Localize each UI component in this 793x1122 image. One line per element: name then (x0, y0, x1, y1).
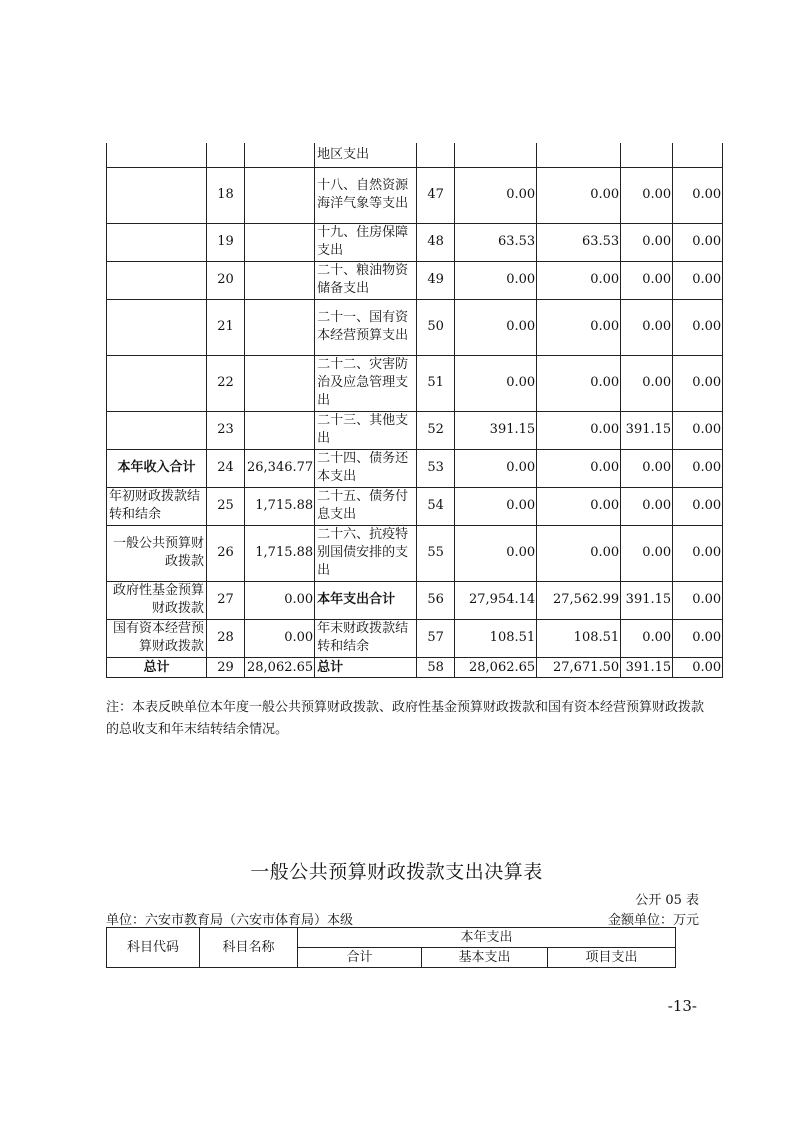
item-line-no-cell: 50 (417, 299, 455, 355)
left-label-cell: 总计 (107, 657, 207, 677)
gov-fund-cell (621, 143, 673, 167)
general-budget-cell: 0.00 (537, 449, 621, 487)
expense-item-cell: 总计 (315, 657, 417, 677)
state-capital-cell: 0.00 (673, 449, 723, 487)
general-budget-cell: 0.00 (537, 261, 621, 299)
general-budget-cell: 0.00 (537, 299, 621, 355)
general-budget-cell (537, 143, 621, 167)
left-line-no-cell: 22 (207, 355, 245, 411)
total-cell: 0.00 (455, 487, 537, 525)
expense-item-cell: 二十六、抗疫特别国债安排的支出 (315, 525, 417, 581)
general-budget-cell: 0.00 (537, 355, 621, 411)
header-subject-code: 科目代码 (107, 928, 200, 968)
left-label-cell: 一般公共预算财政拨款 (107, 525, 207, 581)
left-amount-cell (245, 411, 315, 449)
state-capital-cell: 0.00 (673, 167, 723, 223)
table-row (107, 487, 723, 525)
total-cell: 0.00 (455, 449, 537, 487)
gov-fund-cell: 0.00 (621, 299, 673, 355)
gov-fund-cell: 391.15 (621, 581, 673, 619)
gov-fund-cell: 0.00 (621, 167, 673, 223)
state-capital-cell (673, 143, 723, 167)
state-capital-cell: 0.00 (673, 261, 723, 299)
left-label-cell: 年初财政拨款结转和结余 (107, 487, 207, 525)
expense-item-cell: 二十五、债务付息支出 (315, 487, 417, 525)
item-line-no-cell: 55 (417, 525, 455, 581)
left-label-cell: 本年收入合计 (107, 449, 207, 487)
page-title: 一般公共预算财政拨款支出决算表 (250, 861, 543, 883)
gov-fund-cell: 0.00 (621, 487, 673, 525)
left-line-no-cell: 19 (207, 223, 245, 261)
state-capital-cell: 0.00 (673, 355, 723, 411)
table-row (107, 411, 723, 449)
reporting-unit: 单位：六安市教育局（六安市体育局）本级 (106, 913, 354, 928)
item-line-no-cell: 53 (417, 449, 455, 487)
total-cell: 391.15 (455, 411, 537, 449)
expense-item-cell: 二十二、灾害防治及应急管理支出 (315, 355, 417, 411)
total-cell: 28,062.65 (455, 657, 537, 677)
table-row (107, 261, 723, 299)
expense-item-cell: 二十三、其他支出 (315, 411, 417, 449)
table-row (107, 449, 723, 487)
left-line-no-cell: 25 (207, 487, 245, 525)
total-cell: 0.00 (455, 261, 537, 299)
general-budget-cell: 0.00 (537, 167, 621, 223)
left-label-cell (107, 223, 207, 261)
item-line-no-cell: 48 (417, 223, 455, 261)
general-budget-cell: 0.00 (537, 487, 621, 525)
expense-item-cell: 十八、自然资源海洋气象等支出 (315, 167, 417, 223)
expenditure-table-header (106, 927, 676, 968)
header-total: 合计 (298, 948, 422, 968)
state-capital-cell: 0.00 (673, 223, 723, 261)
left-amount-cell: 26,346.77 (245, 449, 315, 487)
left-amount-cell (245, 355, 315, 411)
total-cell: 108.51 (455, 619, 537, 657)
expense-item-cell: 本年支出合计 (315, 581, 417, 619)
left-label-cell (107, 143, 207, 167)
total-cell: 27,954.14 (455, 581, 537, 619)
item-line-no-cell: 56 (417, 581, 455, 619)
expense-item-cell: 十九、住房保障支出 (315, 223, 417, 261)
total-cell (455, 143, 537, 167)
expense-item-cell: 二十一、国有资本经营预算支出 (315, 299, 417, 355)
total-cell: 0.00 (455, 355, 537, 411)
state-capital-cell: 0.00 (673, 299, 723, 355)
item-line-no-cell: 49 (417, 261, 455, 299)
state-capital-cell: 0.00 (673, 487, 723, 525)
item-line-no-cell (417, 143, 455, 167)
general-budget-cell: 108.51 (537, 619, 621, 657)
state-capital-cell: 0.00 (673, 411, 723, 449)
left-line-no-cell: 23 (207, 411, 245, 449)
gov-fund-cell: 0.00 (621, 355, 673, 411)
left-amount-cell (245, 223, 315, 261)
left-label-cell (107, 355, 207, 411)
table-row (107, 223, 723, 261)
left-amount-cell (245, 167, 315, 223)
left-label-cell: 国有资本经营预算财政拨款 (107, 619, 207, 657)
table-row (107, 525, 723, 581)
gov-fund-cell: 0.00 (621, 449, 673, 487)
left-line-no-cell: 28 (207, 619, 245, 657)
header-project: 项目支出 (548, 948, 676, 968)
table-row (107, 355, 723, 411)
gov-fund-cell: 0.00 (621, 223, 673, 261)
state-capital-cell: 0.00 (673, 657, 723, 677)
expense-item-cell: 二十、粮油物资储备支出 (315, 261, 417, 299)
table-row (107, 657, 723, 677)
left-label-cell (107, 411, 207, 449)
header-basic: 基本支出 (422, 948, 548, 968)
table-row (107, 167, 723, 223)
left-label-cell (107, 299, 207, 355)
state-capital-cell: 0.00 (673, 525, 723, 581)
item-line-no-cell: 52 (417, 411, 455, 449)
left-line-no-cell: 27 (207, 581, 245, 619)
gov-fund-cell: 0.00 (621, 525, 673, 581)
left-line-no-cell: 18 (207, 167, 245, 223)
general-budget-cell: 0.00 (537, 411, 621, 449)
fiscal-summary-table (106, 143, 723, 678)
table-row (107, 299, 723, 355)
state-capital-cell: 0.00 (673, 619, 723, 657)
table-row (107, 581, 723, 619)
total-cell: 0.00 (455, 167, 537, 223)
left-line-no-cell: 20 (207, 261, 245, 299)
table-note: 注：本表反映单位本年度一般公共预算财政拨款、政府性基金预算财政拨款和国有资本经营预算财政拨款的总收支和年末结转结余情况。 (106, 700, 705, 737)
left-line-no-cell (207, 143, 245, 167)
left-line-no-cell: 29 (207, 657, 245, 677)
gov-fund-cell: 391.15 (621, 411, 673, 449)
state-capital-cell: 0.00 (673, 581, 723, 619)
left-amount-cell: 0.00 (245, 581, 315, 619)
total-cell: 63.53 (455, 223, 537, 261)
gov-fund-cell: 0.00 (621, 261, 673, 299)
item-line-no-cell: 54 (417, 487, 455, 525)
left-amount-cell: 28,062.65 (245, 657, 315, 677)
item-line-no-cell: 57 (417, 619, 455, 657)
left-line-no-cell: 21 (207, 299, 245, 355)
expense-item-cell: 二十四、债务还本支出 (315, 449, 417, 487)
expense-item-cell: 年末财政拨款结转和结余 (315, 619, 417, 657)
gov-fund-cell: 391.15 (621, 657, 673, 677)
left-label-cell (107, 167, 207, 223)
total-cell: 0.00 (455, 299, 537, 355)
item-line-no-cell: 51 (417, 355, 455, 411)
item-line-no-cell: 58 (417, 657, 455, 677)
left-amount-cell: 1,715.88 (245, 487, 315, 525)
general-budget-cell: 27,671.50 (537, 657, 621, 677)
table-row (107, 143, 723, 167)
general-budget-cell: 63.53 (537, 223, 621, 261)
general-budget-cell: 27,562.99 (537, 581, 621, 619)
item-line-no-cell: 47 (417, 167, 455, 223)
left-label-cell: 政府性基金预算财政拨款 (107, 581, 207, 619)
page-number: -13- (667, 997, 697, 1015)
total-cell: 0.00 (455, 525, 537, 581)
table-row (107, 619, 723, 657)
header-current-year: 本年支出 (298, 928, 676, 948)
left-amount-cell: 0.00 (245, 619, 315, 657)
left-amount-cell (245, 261, 315, 299)
general-budget-cell: 0.00 (537, 525, 621, 581)
form-id: 公开 05 表 (635, 893, 699, 908)
money-unit: 金额单位：万元 (607, 913, 699, 928)
left-amount-cell (245, 299, 315, 355)
left-line-no-cell: 26 (207, 525, 245, 581)
left-amount-cell (245, 143, 315, 167)
left-label-cell (107, 261, 207, 299)
left-line-no-cell: 24 (207, 449, 245, 487)
header-subject-name: 科目名称 (200, 928, 298, 968)
left-amount-cell: 1,715.88 (245, 525, 315, 581)
gov-fund-cell: 0.00 (621, 619, 673, 657)
expense-item-cell: 地区支出 (315, 143, 417, 167)
